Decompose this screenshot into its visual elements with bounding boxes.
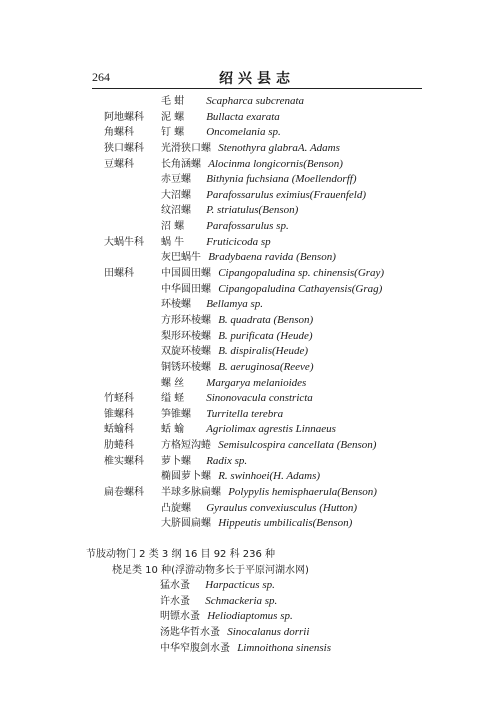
latin-name: B. purificata (Heude) [218, 329, 313, 342]
list-item [0, 110, 480, 126]
family-name: 椎实螺科 [104, 455, 144, 467]
chinese-name: 凸旋螺 [161, 502, 191, 514]
species [161, 235, 271, 251]
species [161, 219, 289, 235]
species [161, 329, 313, 345]
chinese-name: 中国圆田螺 [161, 268, 211, 280]
latin-name: Hippeutis umbilicalis(Benson) [218, 517, 353, 530]
list-item [0, 407, 480, 423]
species [161, 485, 377, 501]
list-item [0, 250, 480, 266]
family-name: 狭口螺科 [104, 142, 144, 154]
latin-name: Alocinma longicornis(Benson) [208, 157, 343, 170]
species [160, 594, 277, 610]
species [161, 501, 357, 517]
species-list [0, 94, 480, 532]
latin-name: Bithynia fuchsiana (Moellendorff) [206, 173, 357, 186]
list-item [0, 641, 480, 657]
chinese-name: 中华窄腹剑水蚤 [160, 642, 230, 654]
family-name: 肋蜷科 [104, 440, 134, 452]
latin-name: Scapharca subcrenata [206, 95, 305, 107]
latin-name: Bradybaena ravida (Benson) [208, 251, 336, 264]
chinese-name: 蛞 蝓 [161, 424, 185, 436]
running-title: 绍兴县志 [219, 71, 295, 87]
list-item [0, 297, 480, 313]
phylum-summary: 节肢动物门 2 类 3 纲 16 目 92 科 236 种 [86, 549, 276, 560]
species [161, 516, 352, 532]
list-item [0, 344, 480, 360]
chinese-name: 萝卜螺 [161, 455, 191, 467]
header-rule [92, 88, 422, 89]
chinese-name: 缢 蛏 [161, 393, 185, 405]
species [160, 609, 293, 625]
species [161, 360, 313, 376]
latin-name: Cipangopaludina Cathayensis(Grag) [218, 282, 383, 295]
chinese-name: 铜锈环棱螺 [161, 361, 211, 373]
latin-name: Stenothyra glabraA. Adams [218, 141, 340, 154]
latin-name: Bellamya sp. [206, 298, 264, 311]
latin-name: Parafossarulus sp. [206, 220, 289, 233]
species [161, 313, 313, 329]
chinese-name: 大脐圆扁螺 [161, 518, 211, 530]
latin-name: B. dispiralis(Heude) [218, 345, 309, 358]
list-item [0, 188, 480, 204]
latin-name: Fruticicoda sp [206, 235, 271, 248]
latin-name: Bullacta exarata [206, 110, 280, 123]
species [161, 469, 320, 485]
species [161, 172, 357, 188]
species [161, 203, 298, 219]
family-name: 豆螺科 [104, 158, 134, 170]
latin-name: Schmackeria sp. [205, 594, 278, 607]
latin-name: B. quadrata (Benson) [218, 313, 314, 326]
latin-name: Margarya melanioides [206, 376, 307, 389]
latin-name: Gyraulus convexiusculus (Hutton) [206, 501, 358, 514]
chinese-name: 许水蚤 [160, 595, 190, 607]
chinese-name: 明镖水蚤 [160, 611, 200, 623]
species [160, 641, 331, 657]
latin-name: Polypylis hemisphaerula(Benson) [228, 486, 377, 499]
list-item [0, 578, 480, 594]
chinese-name: 蜗 牛 [161, 236, 185, 248]
chinese-name: 方格短沟蜷 [161, 440, 211, 452]
species [161, 266, 384, 282]
list-item [0, 141, 480, 157]
chinese-name: 椭圆萝卜螺 [161, 471, 211, 483]
list-item [0, 125, 480, 141]
latin-name: B. aeruginosa(Reeve) [218, 360, 314, 373]
chinese-name: 方形环棱螺 [161, 314, 211, 326]
list-item [0, 203, 480, 219]
species [161, 141, 340, 157]
chinese-name: 双旋环棱螺 [161, 346, 211, 358]
species [161, 94, 304, 110]
list-item [0, 469, 480, 485]
chinese-name: 猛水蚤 [160, 580, 190, 591]
chinese-name: 环棱螺 [161, 299, 191, 311]
latin-name: Harpacticus sp. [205, 579, 275, 591]
species [161, 250, 336, 266]
species [161, 282, 382, 298]
list-item [0, 454, 480, 470]
copepod-list [0, 578, 480, 656]
latin-name: Semisulcospira cancellata (Benson) [218, 439, 377, 452]
list-item [0, 391, 480, 407]
list-item [0, 94, 480, 110]
family-name: 蛞蝓科 [104, 424, 134, 436]
species [161, 297, 263, 313]
species [161, 344, 308, 360]
latin-name: Sinonovacula constricta [206, 392, 313, 405]
list-item [0, 501, 480, 517]
species [161, 157, 343, 173]
chinese-name: 中华圆田螺 [161, 283, 211, 295]
list-item [0, 360, 480, 376]
page-number: 264 [92, 70, 110, 84]
list-item [0, 594, 480, 610]
family-name: 田螺科 [104, 268, 134, 280]
family-name: 竹蛏科 [104, 393, 134, 405]
latin-name: R. swinhoei(H. Adams) [218, 470, 321, 483]
species [161, 454, 247, 470]
chinese-name: 沼 螺 [161, 221, 185, 233]
latin-name: Turritella terebra [206, 407, 284, 420]
species [161, 110, 280, 126]
latin-name: Parafossarulus eximius(Frauenfeld) [206, 188, 366, 201]
copepod-subheading: 桡足类 10 种(浮游动物多长于平原河湖水网) [112, 565, 309, 576]
chinese-name: 纹沼螺 [161, 205, 191, 217]
list-item [0, 172, 480, 188]
species [161, 391, 313, 407]
list-item [0, 516, 480, 532]
latin-name: P. striatulus(Benson) [206, 204, 299, 217]
chinese-name: 光滑狭口螺 [161, 142, 211, 154]
list-item [0, 485, 480, 501]
latin-name: Limnoithona sinensis [237, 641, 332, 654]
chinese-name: 长角涵螺 [161, 158, 201, 170]
chinese-name: 梨形环棱螺 [161, 330, 211, 342]
list-item [0, 313, 480, 329]
list-item [0, 438, 480, 454]
family-name: 阿地螺科 [104, 111, 144, 123]
list-item [0, 157, 480, 173]
species [161, 188, 366, 204]
family-name: 角螺科 [104, 127, 134, 139]
chinese-name: 毛 蚶 [161, 96, 185, 107]
chinese-name: 螺 丝 [161, 377, 185, 389]
chinese-name: 钉 螺 [161, 127, 185, 139]
list-item [0, 282, 480, 298]
page-header [92, 64, 422, 88]
family-name: 扁卷螺科 [104, 487, 144, 499]
latin-name: Sinocalanus dorrii [227, 625, 310, 638]
family-name: 锥螺科 [104, 408, 134, 420]
chinese-name: 半球多脉扁螺 [161, 487, 221, 499]
latin-name: Agriolimax agrestis Linnaeus [206, 423, 336, 436]
species [161, 376, 306, 392]
species [161, 438, 376, 454]
list-item [0, 329, 480, 345]
list-item [0, 235, 480, 251]
species [160, 625, 309, 641]
latin-name: Oncomelania sp. [206, 126, 281, 139]
list-item [0, 625, 480, 641]
chinese-name: 汤匙华哲水蚤 [160, 626, 220, 638]
latin-name: Radix sp. [206, 454, 248, 467]
list-item [0, 266, 480, 282]
latin-name: Cipangopaludina sp. chinensis(Gray) [218, 267, 385, 280]
chinese-name: 大沼螺 [161, 189, 191, 201]
latin-name: Heliodiaptomus sp. [207, 610, 293, 623]
species [161, 407, 283, 423]
species [161, 422, 336, 438]
species [161, 125, 281, 141]
chinese-name: 赤豆螺 [161, 174, 191, 186]
chinese-name: 笋锥螺 [161, 408, 191, 420]
list-item [0, 609, 480, 625]
species [160, 578, 275, 594]
list-item [0, 219, 480, 235]
chinese-name: 灰巴蜗牛 [161, 252, 201, 264]
list-item [0, 376, 480, 392]
chinese-name: 泥 螺 [161, 111, 185, 123]
list-item [0, 422, 480, 438]
family-name: 大蜗牛科 [104, 236, 144, 248]
